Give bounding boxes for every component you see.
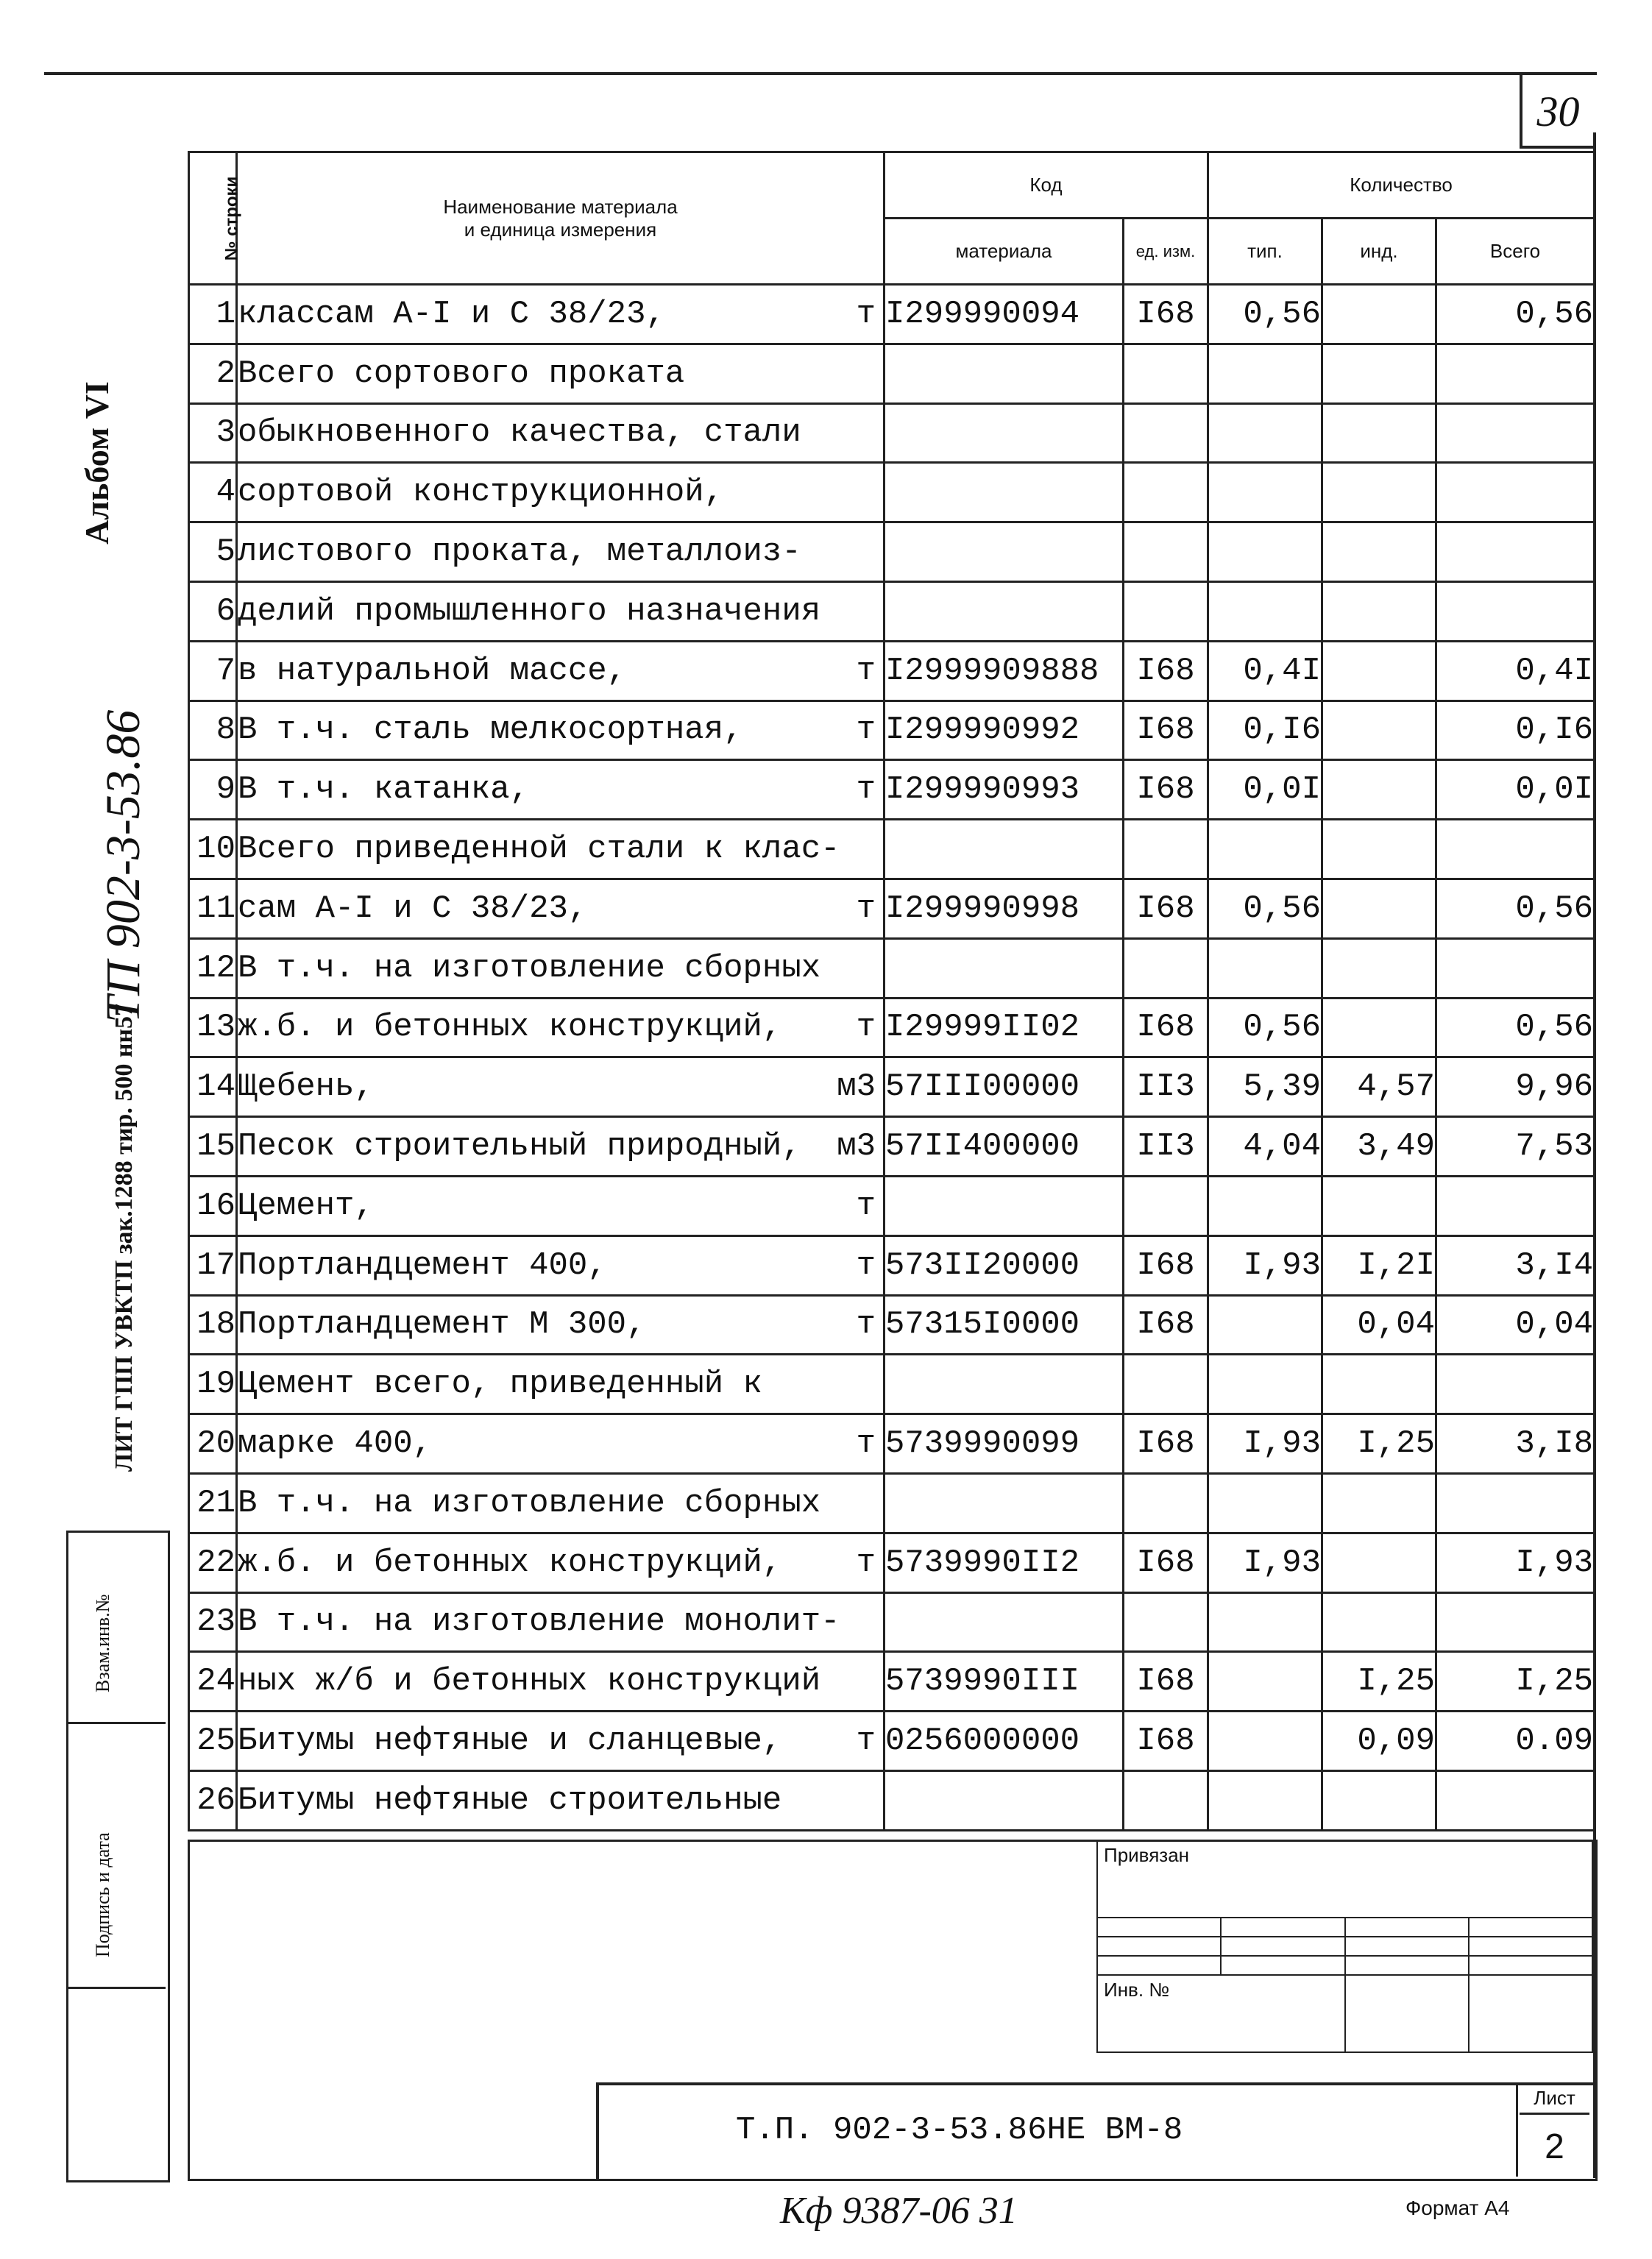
- qty-typ: 0,I6: [1208, 701, 1322, 760]
- material-code: 5739990099: [885, 1414, 1124, 1474]
- material-name: [237, 760, 885, 820]
- stamp-signature-label: Подпись и дата: [92, 1832, 113, 1957]
- material-code: [885, 1355, 1124, 1414]
- material-code: [885, 1770, 1124, 1830]
- row-number: 9: [189, 760, 237, 820]
- sheet-label: Лист: [1520, 2087, 1589, 2115]
- row-number: 4: [189, 463, 237, 522]
- material-code: [885, 1592, 1124, 1652]
- material-unit: т: [856, 1009, 876, 1046]
- material-code: 0256000000: [885, 1712, 1124, 1771]
- table-row: [189, 879, 1595, 938]
- material-code: I299990992: [885, 701, 1124, 760]
- qty-total: I,93: [1436, 1533, 1595, 1592]
- qty-ind: [1322, 641, 1436, 701]
- material-name-text: В т.ч. на изготовление сборных: [238, 949, 821, 987]
- qty-total: 0,0I: [1436, 760, 1595, 820]
- qty-total: [1436, 1770, 1595, 1830]
- qty-ind: [1322, 1473, 1436, 1533]
- material-name: [237, 581, 885, 641]
- material-name: [237, 1295, 885, 1355]
- material-name: [237, 1770, 885, 1830]
- qty-total: 0,I6: [1436, 701, 1595, 760]
- material-name-text: марке 400,: [238, 1425, 433, 1463]
- row-number: 6: [189, 581, 237, 641]
- table-row: [189, 581, 1595, 641]
- material-unit: м3: [837, 1128, 876, 1166]
- material-name: [237, 1235, 885, 1295]
- material-name: [237, 344, 885, 403]
- unit-code: [1124, 1473, 1208, 1533]
- row-number: 18: [189, 1295, 237, 1355]
- qty-total: 3,I8: [1436, 1414, 1595, 1474]
- qty-ind: [1322, 879, 1436, 938]
- table-row: [189, 701, 1595, 760]
- material-name: [237, 1473, 885, 1533]
- material-name-text: делий промышленного назначения: [238, 592, 821, 630]
- material-unit: т: [856, 1246, 876, 1284]
- table-row: [189, 998, 1595, 1057]
- qty-typ: I,93: [1208, 1533, 1322, 1592]
- row-number: 5: [189, 522, 237, 582]
- qty-total: 0.09: [1436, 1712, 1595, 1771]
- unit-code: I68: [1124, 641, 1208, 701]
- qty-typ: [1208, 1712, 1322, 1771]
- qty-ind: [1322, 760, 1436, 820]
- material-name: [237, 1414, 885, 1474]
- table-row: [189, 344, 1595, 403]
- material-code: 5739990III: [885, 1652, 1124, 1712]
- material-name-text: сам А-I и С 38/23,: [238, 890, 588, 927]
- table-row: [189, 285, 1595, 344]
- table-row: [189, 1057, 1595, 1117]
- table-row: [189, 1592, 1595, 1652]
- qty-total: 0,56: [1436, 879, 1595, 938]
- qty-total: [1436, 1592, 1595, 1652]
- material-unit: т: [856, 1544, 876, 1581]
- qty-ind: [1322, 403, 1436, 463]
- material-name: [237, 938, 885, 998]
- qty-typ: [1208, 463, 1322, 522]
- material-name: [237, 1117, 885, 1177]
- material-name-text: Всего сортового проката: [238, 355, 685, 392]
- row-number: 16: [189, 1176, 237, 1235]
- material-name-text: Цемент,: [238, 1187, 374, 1224]
- qty-ind: [1322, 998, 1436, 1057]
- material-name-text: В т.ч. на изготовление монолит-: [238, 1603, 840, 1641]
- qty-ind: [1322, 344, 1436, 403]
- table-row: [189, 820, 1595, 879]
- qty-total: 0,4I: [1436, 641, 1595, 701]
- qty-typ: [1208, 1295, 1322, 1355]
- material-code: 5739990II2: [885, 1533, 1124, 1592]
- material-code: I299990998: [885, 879, 1124, 938]
- row-number: 23: [189, 1592, 237, 1652]
- qty-ind: [1322, 1592, 1436, 1652]
- qty-ind-header: инд.: [1322, 219, 1436, 285]
- qty-total: [1436, 581, 1595, 641]
- unit-code: [1124, 403, 1208, 463]
- qty-typ: 4,04: [1208, 1117, 1322, 1177]
- unit-code: [1124, 1355, 1208, 1414]
- qty-ind: 4,57: [1322, 1057, 1436, 1117]
- material-name: [237, 1533, 885, 1592]
- qty-ind: I,25: [1322, 1652, 1436, 1712]
- qty-typ: 0,56: [1208, 998, 1322, 1057]
- row-number: 11: [189, 879, 237, 938]
- row-number: 10: [189, 820, 237, 879]
- material-unit: т: [856, 1187, 876, 1224]
- qty-total: [1436, 403, 1595, 463]
- material-name: [237, 998, 885, 1057]
- qty-ind: [1322, 820, 1436, 879]
- material-code: [885, 820, 1124, 879]
- table-row: [189, 463, 1595, 522]
- unit-code: I68: [1124, 760, 1208, 820]
- material-name-text: Всего приведенной стали к клас-: [238, 831, 840, 868]
- qty-total: 0,56: [1436, 998, 1595, 1057]
- material-unit: т: [856, 1425, 876, 1463]
- qty-typ: 0,56: [1208, 285, 1322, 344]
- qty-total: [1436, 463, 1595, 522]
- stamp-divider: [66, 1722, 166, 1724]
- unit-code: I68: [1124, 1235, 1208, 1295]
- material-unit: т: [856, 712, 876, 749]
- material-code: [885, 581, 1124, 641]
- unit-code: II3: [1124, 1057, 1208, 1117]
- qty-typ-header: тип.: [1208, 219, 1322, 285]
- qty-ind: [1322, 938, 1436, 998]
- qty-typ: [1208, 403, 1322, 463]
- row-number: 8: [189, 701, 237, 760]
- album-label: Альбом VI: [78, 381, 116, 545]
- material-name-text: ж.б. и бетонных конструкций,: [238, 1009, 782, 1046]
- qty-typ: [1208, 1355, 1322, 1414]
- qty-total: [1436, 820, 1595, 879]
- table-row: [189, 1473, 1595, 1533]
- unit-code: [1124, 820, 1208, 879]
- material-code: [885, 1176, 1124, 1235]
- qty-total: [1436, 1176, 1595, 1235]
- qty-typ: [1208, 1652, 1322, 1712]
- qty-ind: [1322, 701, 1436, 760]
- quantity-header: Количество: [1208, 152, 1595, 219]
- material-name: [237, 463, 885, 522]
- material-name-text: листового проката, металлоиз-: [238, 533, 801, 571]
- row-number: 19: [189, 1355, 237, 1414]
- material-name-text: классам А-I и С 38/23,: [238, 295, 665, 333]
- material-name-text: Портландцемент М 300,: [238, 1306, 646, 1344]
- material-code: 57III00000: [885, 1057, 1124, 1117]
- unit-code: I68: [1124, 1414, 1208, 1474]
- qty-total-header: Всего: [1436, 219, 1595, 285]
- unit-code: I68: [1124, 879, 1208, 938]
- material-unit: т: [856, 771, 876, 809]
- unit-code: I68: [1124, 998, 1208, 1057]
- project-code-handwritten: ТП 902-3-53.86: [96, 709, 150, 1023]
- row-number: 7: [189, 641, 237, 701]
- material-name-text: ж.б. и бетонных конструкций,: [238, 1544, 782, 1581]
- kf-number: Кф 9387-06 31: [780, 2190, 1018, 2232]
- row-number: 22: [189, 1533, 237, 1592]
- material-unit: т: [856, 890, 876, 927]
- table-row: [189, 1712, 1595, 1771]
- qty-ind: [1322, 463, 1436, 522]
- qty-ind: [1322, 1770, 1436, 1830]
- qty-typ: I,93: [1208, 1414, 1322, 1474]
- material-name: [237, 1057, 885, 1117]
- material-code: I299990993: [885, 760, 1124, 820]
- material-unit: т: [856, 1306, 876, 1344]
- row-number: 26: [189, 1770, 237, 1830]
- material-name-text: Битумы нефтяные и сланцевые,: [238, 1723, 782, 1760]
- qty-ind: 3,49: [1322, 1117, 1436, 1177]
- table-row: [189, 938, 1595, 998]
- page-number: 30: [1536, 88, 1580, 135]
- material-code: 57II400000: [885, 1117, 1124, 1177]
- material-name-text: В т.ч. сталь мелкосортная,: [238, 712, 743, 749]
- material-name-text: в натуральной массе,: [238, 652, 627, 689]
- qty-ind: [1322, 581, 1436, 641]
- material-name: [237, 522, 885, 582]
- qty-total: 0,56: [1436, 285, 1595, 344]
- unit-code: I68: [1124, 1652, 1208, 1712]
- qty-typ: [1208, 820, 1322, 879]
- qty-typ: [1208, 1592, 1322, 1652]
- qty-typ: [1208, 1176, 1322, 1235]
- qty-total: 0,04: [1436, 1295, 1595, 1355]
- material-name-text: Битумы нефтяные строительные: [238, 1781, 782, 1819]
- unit-code: [1124, 1592, 1208, 1652]
- material-name-text: Цемент всего, приведенный к: [238, 1366, 762, 1403]
- material-name-text: сортовой конструкционной,: [238, 474, 724, 511]
- material-code: I299990094: [885, 285, 1124, 344]
- table-row: [189, 403, 1595, 463]
- qty-ind: [1322, 1176, 1436, 1235]
- document-designation: Т.П. 902-3-53.86НЕ ВМ-8: [736, 2112, 1183, 2149]
- materials-table: [188, 151, 1595, 1831]
- table-row: [189, 1652, 1595, 1712]
- material-name-text: Песок строительный природный,: [238, 1128, 801, 1166]
- table-row: [189, 1295, 1595, 1355]
- margin-stamp-box: [66, 1531, 170, 2182]
- unit-code: I68: [1124, 285, 1208, 344]
- material-name: [237, 1652, 885, 1712]
- material-code-header: материала: [885, 219, 1124, 285]
- material-code: [885, 403, 1124, 463]
- inv-label: Инв. №: [1097, 1975, 1345, 2052]
- qty-typ: 5,39: [1208, 1057, 1322, 1117]
- material-name-text: обыкновенного качества, стали: [238, 414, 801, 452]
- material-code: I29999II02: [885, 998, 1124, 1057]
- unit-code: [1124, 581, 1208, 641]
- table-row: [189, 522, 1595, 582]
- material-name: [237, 1176, 885, 1235]
- material-name: [237, 1592, 885, 1652]
- qty-total: [1436, 1355, 1595, 1414]
- qty-total: [1436, 522, 1595, 582]
- row-number: 14: [189, 1057, 237, 1117]
- qty-ind: 0,09: [1322, 1712, 1436, 1771]
- unit-code-header: ед. изм.: [1124, 219, 1208, 285]
- table-row: [189, 1355, 1595, 1414]
- row-number: 12: [189, 938, 237, 998]
- row-number: 2: [189, 344, 237, 403]
- unit-code: [1124, 344, 1208, 403]
- material-unit: т: [856, 295, 876, 333]
- qty-ind: [1322, 522, 1436, 582]
- row-number: 15: [189, 1117, 237, 1177]
- qty-ind: [1322, 285, 1436, 344]
- qty-typ: 0,4I: [1208, 641, 1322, 701]
- unit-code: I68: [1124, 1712, 1208, 1771]
- material-code: I2999909888: [885, 641, 1124, 701]
- table-row: [189, 1770, 1595, 1830]
- unit-code: I68: [1124, 1295, 1208, 1355]
- table-row: [189, 760, 1595, 820]
- stamp-inv-label: Взам.инв.№: [92, 1594, 113, 1692]
- unit-code: I68: [1124, 701, 1208, 760]
- privyazan-label: Привязан: [1097, 1840, 1592, 1918]
- table-row: [189, 1176, 1595, 1235]
- material-name: [237, 701, 885, 760]
- row-number: 13: [189, 998, 237, 1057]
- material-code: [885, 938, 1124, 998]
- top-border-line: [44, 72, 1597, 75]
- unit-code: [1124, 522, 1208, 582]
- qty-typ: 0,56: [1208, 879, 1322, 938]
- row-number: 21: [189, 1473, 237, 1533]
- stamp-divider: [66, 1987, 166, 1989]
- qty-total: I,25: [1436, 1652, 1595, 1712]
- qty-ind: [1322, 1533, 1436, 1592]
- table-row: [189, 1414, 1595, 1474]
- row-number: 3: [189, 403, 237, 463]
- material-unit: т: [856, 1723, 876, 1760]
- material-name-text: Портландцемент 400,: [238, 1246, 607, 1284]
- qty-total: [1436, 1473, 1595, 1533]
- qty-typ: [1208, 522, 1322, 582]
- material-code: [885, 522, 1124, 582]
- unit-code: [1124, 1176, 1208, 1235]
- table-row: [189, 1117, 1595, 1177]
- row-number: 1: [189, 285, 237, 344]
- table-row: [189, 641, 1595, 701]
- unit-code: [1124, 938, 1208, 998]
- unit-code: [1124, 1770, 1208, 1830]
- material-unit: м3: [837, 1068, 876, 1106]
- qty-total: [1436, 938, 1595, 998]
- material-name-text: В т.ч. на изготовление сборных: [238, 1484, 821, 1522]
- qty-typ: [1208, 938, 1322, 998]
- qty-typ: [1208, 581, 1322, 641]
- format-label: Формат А4: [1405, 2196, 1510, 2219]
- qty-ind: [1322, 1355, 1436, 1414]
- qty-typ: [1208, 344, 1322, 403]
- material-name: [237, 1712, 885, 1771]
- qty-typ: [1208, 1473, 1322, 1533]
- material-code: [885, 1473, 1124, 1533]
- qty-typ: 0,0I: [1208, 760, 1322, 820]
- material-name-header: Наименование материала и единица измерения: [237, 152, 885, 285]
- privyazka-block: [1096, 1840, 1593, 2053]
- registry-stamp: ЛИТ ГПП УВКТП зак.1288 тир. 500 нн57: [110, 1003, 138, 1472]
- row-number: 24: [189, 1652, 237, 1712]
- table-row: [189, 1533, 1595, 1592]
- qty-total: 3,I4: [1436, 1235, 1595, 1295]
- material-name: [237, 641, 885, 701]
- unit-code: [1124, 463, 1208, 522]
- row-number: 20: [189, 1414, 237, 1474]
- material-name: [237, 1355, 885, 1414]
- material-code: 57315I0000: [885, 1295, 1124, 1355]
- qty-ind: I,25: [1322, 1414, 1436, 1474]
- material-name-text: ных ж/б и бетонных конструкций: [238, 1663, 821, 1701]
- material-code: 573II20000: [885, 1235, 1124, 1295]
- qty-total: 9,96: [1436, 1057, 1595, 1117]
- sheet-number: 2: [1545, 2127, 1564, 2166]
- row-number-header: № строки: [189, 152, 237, 285]
- material-name: [237, 879, 885, 938]
- material-name: [237, 403, 885, 463]
- row-number: 25: [189, 1712, 237, 1771]
- unit-code: II3: [1124, 1117, 1208, 1177]
- material-code: [885, 463, 1124, 522]
- qty-ind: I,2I: [1322, 1235, 1436, 1295]
- qty-total: [1436, 344, 1595, 403]
- material-name: [237, 820, 885, 879]
- table-row: [189, 1235, 1595, 1295]
- qty-ind: 0,04: [1322, 1295, 1436, 1355]
- material-unit: т: [856, 652, 876, 689]
- code-header: Код: [885, 152, 1208, 219]
- qty-typ: [1208, 1770, 1322, 1830]
- material-code: [885, 344, 1124, 403]
- row-number: 17: [189, 1235, 237, 1295]
- material-name-text: Щебень,: [238, 1068, 374, 1106]
- material-name-text: В т.ч. катанка,: [238, 771, 530, 809]
- qty-typ: I,93: [1208, 1235, 1322, 1295]
- material-name: [237, 285, 885, 344]
- qty-total: 7,53: [1436, 1117, 1595, 1177]
- unit-code: I68: [1124, 1533, 1208, 1592]
